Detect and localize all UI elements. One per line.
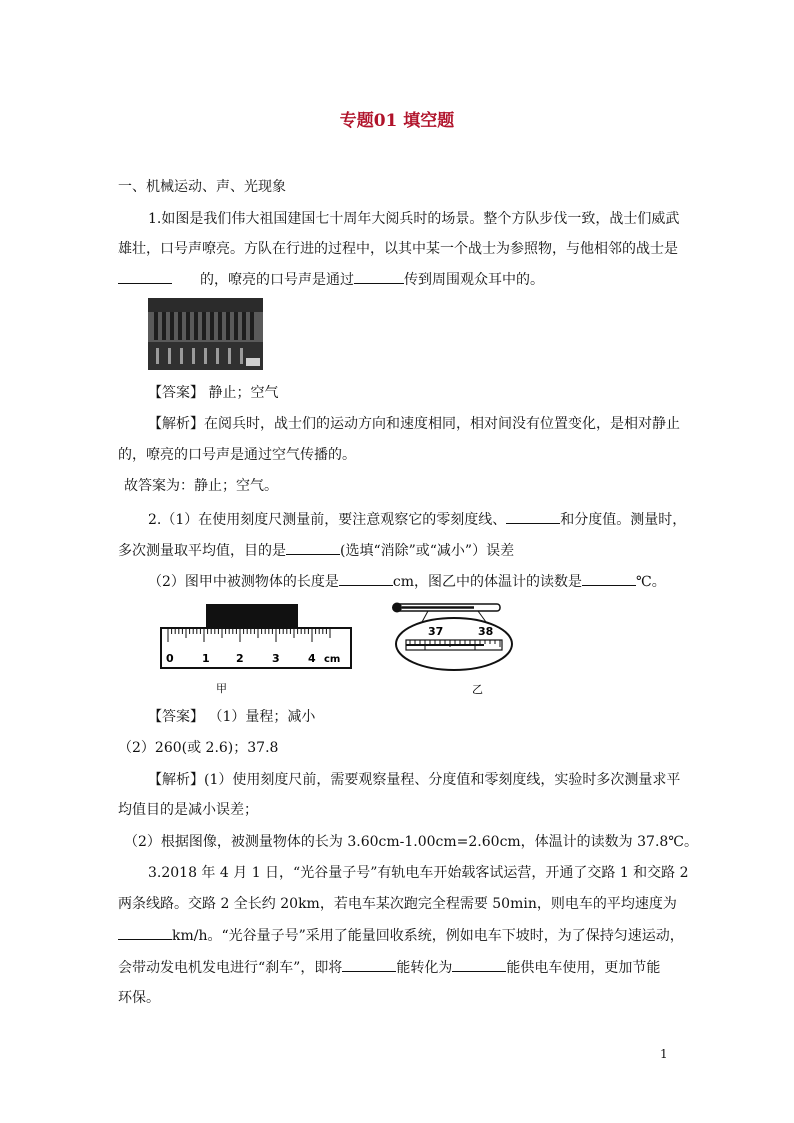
answer-blank[interactable] [582,571,636,586]
answer-blank[interactable] [118,925,172,940]
thermo-tick-label: 38 [478,625,494,638]
q3-line-4-text-b: 能转化为 [396,960,453,976]
q3-line-4-text-a: 会带动发电机发电进行“刹车”，即将 [118,960,343,976]
answer-blank[interactable] [452,957,506,972]
q2-line-3-text-a: （2）图甲中被测物体的长度是 [148,574,339,590]
ruler-tick-label: 2 [236,652,244,665]
q2-line-2-text-a: 多次测量取平均值，目的是 [118,543,286,559]
q2-analysis-2: 均值目的是减小误差； [118,802,258,818]
q1-analysis-1: 【解析】在阅兵时，战士们的运动方向和速度相同，相对间没有位置变化，是相对静止 [148,416,680,432]
q3-line-3 [118,925,684,946]
q3-line-4-text-c: 能供电车使用，更加节能 [506,960,661,976]
ruler-figure [158,604,358,694]
answer-blank[interactable] [354,269,404,284]
thermometer-bulb [392,603,402,613]
q2-line-3-text-c: ℃。 [636,574,666,590]
ruler-tick-label: 0 [166,652,174,665]
answer-blank[interactable] [342,957,396,972]
ruler-unit-label: cm [324,654,341,665]
answer-blank[interactable] [339,571,393,586]
q2-answer: 【答案】 （1）量程；减小 [148,709,316,725]
q3-line-1: 3.2018 年 4 月 1 日，“光谷量子号”有轨电车开始载客试运营，开通了交路 1 和交路 2 [148,865,689,881]
q1-line-3-text-b: 传到周围观众耳中的。 [404,272,544,288]
ruler-tick-label: 4 [308,652,316,665]
page-title: 专题01 填空题 [339,111,455,131]
q2-line-3 [148,571,708,592]
q1-line-3 [118,269,678,290]
page-number: 1 [660,1047,668,1061]
q3-line-2: 两条线路。交路 2 全长约 20km，若电车某次跑完全程需要 50min，则电车的平均速度为 [118,896,677,912]
ruler-tick-label: 3 [272,652,280,665]
q2-line-1-text-a: 2.（1）在使用刻度尺测量前，要注意观察它的零刻度线、 [148,512,507,528]
q1-analysis-3: 故答案为：静止；空气。 [124,478,278,494]
thermometer-figure [388,600,528,695]
q3-line-5: 环保。 [118,990,160,1006]
q2-line-3-text-b: cm，图乙中的体温计的读数是 [392,574,583,590]
q2-line-1-text-b: 和分度值。测量时， [560,512,687,528]
q1-line-1: 1.如图是我们伟大祖国建国七十周年大阅兵时的场景。整个方队步伐一致，战士们威武 [148,211,680,227]
parade-photo [148,298,263,370]
answer-blank[interactable] [118,269,172,284]
q1-line-3-text-a: 的，嘹亮的口号声是通过 [200,272,354,288]
q1-line-2: 雄壮，口号声嘹亮。方队在行进的过程中，以其中某一个战士为参照物，与他相邻的战士是 [118,241,678,257]
q2-analysis-3: （2）根据图像，被测量物体的长为 3.60cm-1.00cm=2.60cm，体温计的读数为 37.8℃。 [124,834,698,850]
figure-label-yi: 乙 [472,683,483,695]
answer-blank[interactable] [506,509,560,524]
q3-line-4 [118,957,678,978]
answer-blank[interactable] [286,540,340,555]
q2-analysis-1: 【解析】(1）使用刻度尺前，需要观察量程、分度值和零刻度线，实验时多次测量求平 [148,772,681,788]
q2-line-1 [148,509,708,530]
q2-line-2 [118,540,678,561]
ruler-tick-label: 1 [202,652,210,665]
measured-block [206,604,298,628]
q3-line-3-text: km/h。“光谷量子号”采用了能量回收系统，例如电车下坡时，为了保持匀速运动， [172,928,684,944]
figure-label-jia: 甲 [216,682,227,694]
thermo-tick-label: 37 [428,625,444,638]
q1-analysis-2: 的，嘹亮的口号声是通过空气传播的。 [118,447,356,463]
section-heading: 一、机械运动、声、光现象 [118,179,286,195]
q1-answer: 【答案】 静止；空气 [148,385,279,401]
q2-answer-2: （2）260(或 2.6)；37.8 [118,740,279,756]
q2-line-2-text-b: (选填“消除”或“减小”）误差 [340,543,515,559]
